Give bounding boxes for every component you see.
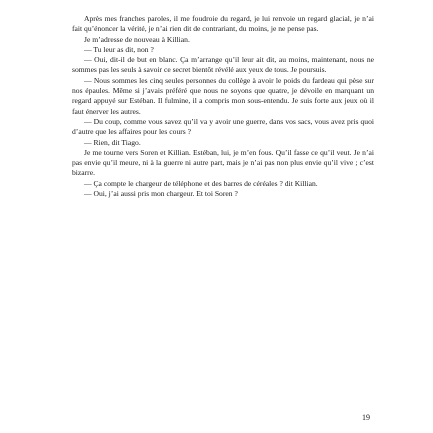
- paragraph: Après mes franches paroles, il me foudroie du regard, je lui renvoie un regard glacial, je n’ai fait qu’énoncer la vérité, je n’ai rien dit de contrariant, du moins, je ne pense pas.: [72, 14, 374, 34]
- paragraph: — Ça compte le chargeur de téléphone et des barres de céréales ? dit Killian.: [84, 178, 318, 188]
- page-number: 19: [362, 413, 370, 422]
- paragraph: — Nous sommes les cinq seules personnes du collège à avoir le poids du fardeau qui pèse sur nos épaules. Même si j’avais préféré que nous ne soyons que quatre, je dévoile en marquant un regard appuyé sur Estéban. Il fulmine, il a compris mon sous-entendu. Je suis forte aux jeux où il faut énerver les autres.: [72, 75, 374, 116]
- book-page: [72, 14, 374, 426]
- paragraph: Je me tourne vers Soren et Killian. Estéban, lui, je m’en fous. Qu’il fasse ce qu’il veut. Je n’ai pas envie qu’il meure, ni à la guerre ni autre part, mais je n’ai pas non plus envie qu’il vive ; c’est bizarre.: [72, 147, 374, 178]
- paragraph: — Tu leur as dit, non ?: [84, 44, 154, 54]
- paragraph: — Rien, dit Tiago.: [84, 137, 141, 147]
- paragraph: — Du coup, comme vous savez qu’il va y avoir une guerre, dans vos sacs, vous avez pris quoi d’autre que les affaires pour les cours ?: [72, 116, 374, 137]
- paragraph: — Oui, dit-il de but en blanc. Ça m’arrange qu’il leur ait dit, au moins, maintenant, nous ne sommes pas les seuls à savoir ce secret bientôt révélé aux yeux de tous. Je poursuis.: [72, 55, 374, 75]
- paragraph: Je m’adresse de nouveau à Killian.: [84, 34, 190, 44]
- paragraph: — Oui, j’ai aussi pris mon chargeur. Et toi Soren ?: [84, 189, 238, 199]
